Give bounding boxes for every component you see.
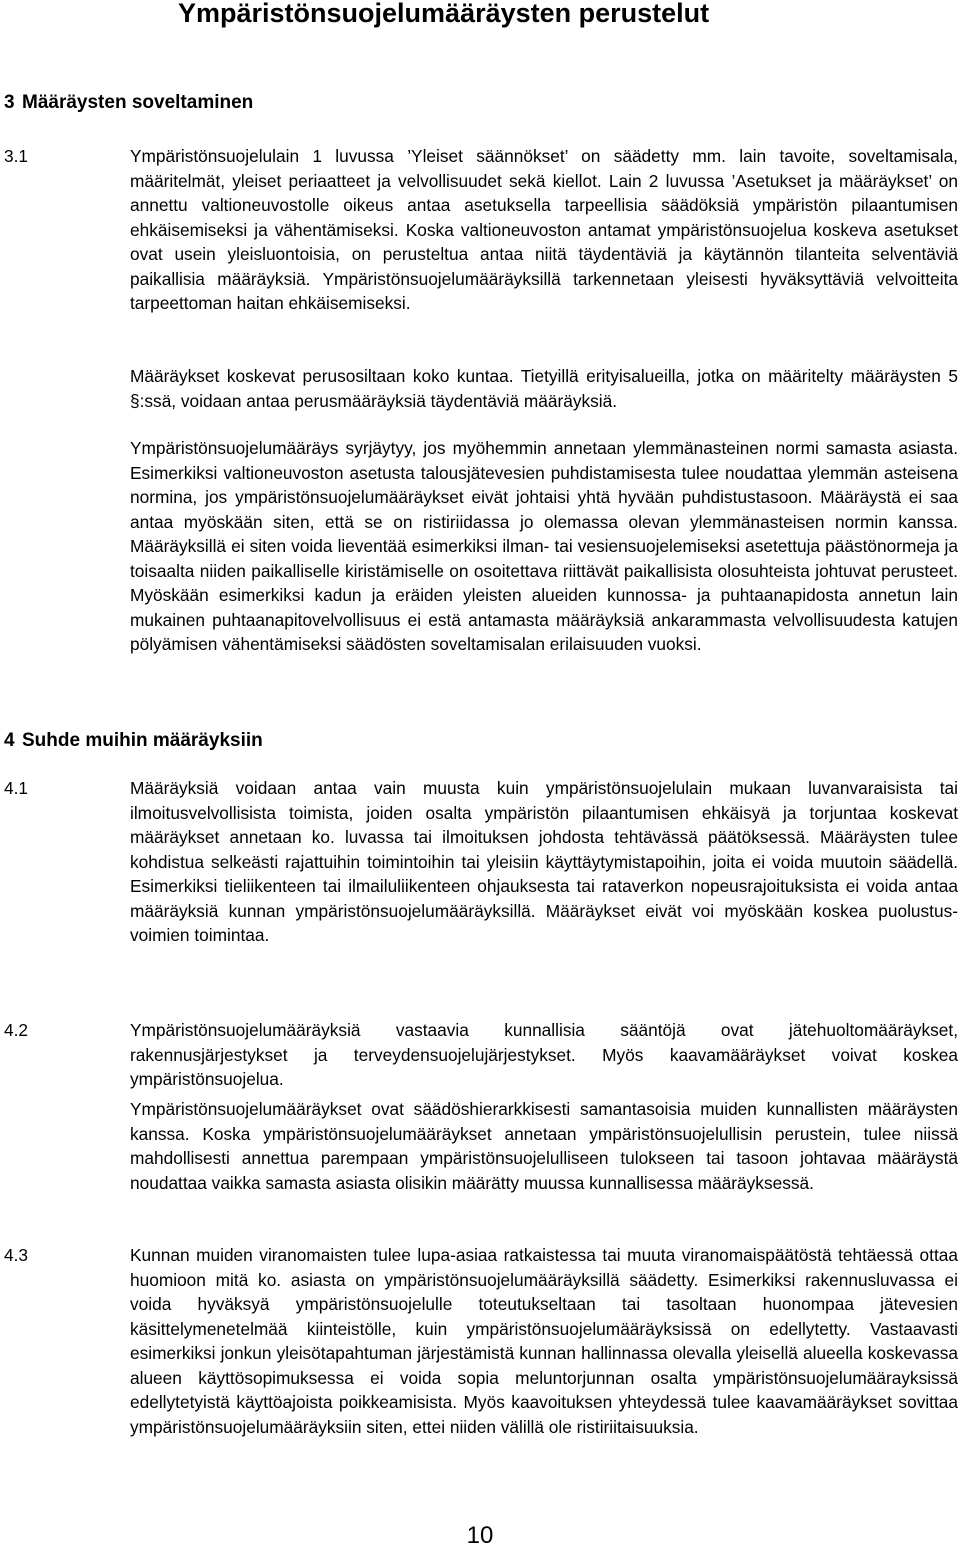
item-4-1-paragraph-1 xyxy=(130,776,958,948)
section-3-title: Määräysten soveltaminen xyxy=(22,92,254,113)
paragraph-text: Määräykset koskevat perusosiltaan koko kuntaa. Tietyillä erityisalueilla, jotka on määritelty määräysten 5 §:ssä, voidaan antaa perusmääräyksiä täydentäviä määräyksiä. xyxy=(130,366,958,411)
paragraph-text: Ympäristönsuojelumääräykset ovat säädöshierarkkisesti samantasoisia muiden kunnallisten määräysten kanssa. Koska ympäristönsuojelumääräykset annetaan ympäristönsuojelullisin perustein, tulee niissä mahdollisesti annettua parempaan ympäristönsuojelulliseen tulokseen tai tasoon johtavaa määräystä noudattaa vaikka samasta asiasta olisikin määrätty muussa kunnallisessa määräyksessä. xyxy=(130,1099,958,1193)
paragraph-text: Ympäristönsuojelulain 1 luvussa ’Yleiset säännökset’ on säädetty mm. lain tavoite, soveltamisala, määritelmät, yleiset periaatteet ja velvollisuudet sekä kiellot. Lain 2 luvussa ’Asetukset ja määräykset’ on annettu valtioneuvostolle oikeus antaa asetuksella tarpeellisia säädöksiä ympäristön pilaantumisen ehkäisemiseksi ja vähentämiseksi. Koska valtioneuvoston antamat ympäristönsuojelua koskeva asetukset ovat usein yleisluontoisia, on perusteltua antaa niitä täydentäviä ja käytännön tilanteita selventäviä paikallisia määräyksiä. Ympäristönsuojelumääräyksillä tarkennetaan yleisesti hyväksyttäviä velvoitteita tarpeettoman haitan ehkäisemiseksi. xyxy=(130,146,958,313)
paragraph-text: Määräyksiä voidaan antaa vain muusta kuin ympäristönsuojelulain mukaan luvanvaraisista tai ilmoitusvelvollisista toimista, joiden osalta ympäristön pilaantumisen ehkäisyä ja torjuntaa koskevat määräykset annetaan ko. luvassa tai ilmoituksen johdosta tehtävässä päätöksessä. Määräysten tulee kohdistua selkeästi rajattuihin toimintoihin tai yleisiin käyttäytymistapoihin, joita ei voida muutoin säädellä. Esimerkiksi tieliikenteen tai ilmailuliikenteen ohjauksesta tai rataverkon nopeusrajoituksista ei voida antaa määräyksiä kunnan ympäristönsuojelumääräyksillä. Määräykset eivät voi myöskään koskea puolustusvoimien toimintaa. xyxy=(130,778,958,945)
item-3-1-number: 3.1 xyxy=(4,146,29,166)
item-4-3-paragraph-1 xyxy=(130,1243,958,1439)
section-4-heading xyxy=(4,730,263,752)
section-3-number: 3 xyxy=(4,92,15,113)
item-4-3-number: 4.3 xyxy=(4,1245,29,1265)
section-3-heading xyxy=(4,92,253,114)
item-3-1-paragraph-3 xyxy=(130,436,958,657)
paragraph-text: Kunnan muiden viranomaisten tulee lupa-asiaa ratkaistessa tai muuta viranomaispäätöstä tehtäessä ottaa huomioon mitä ko. asiasta on ympäristönsuojelumääräyksillä säädetty. Esimerkiksi rakennusluvassa ei voida hyväksyä ympäristönsuojelulle toteutukseltaan tai tasoltaan huonompaa jätevesien käsittelymenetelmää kiinteistölle, kuin ympäristönsuojelumääräyksissä on edellytetty. Vastaavasti esimerkiksi jonkun yleisötapahtuman järjestämistä kunnan hallinnassa olevalla yleisellä alueella koskevassa alueen käyttösopimuksessa ei voida sopia meluntorjunnan osalta ympäristönsuojelumäärayksissä edellytetyistä käyttöajoista poikkeamisista. Myös kaavoituksen yhteydessä tulee kaavamääräykset sovittaa ympäristönsuojelumääräyksiin siten, ettei niiden välillä ole ristiriitaisuuksia. xyxy=(130,1245,958,1437)
item-4-2-paragraph-2 xyxy=(130,1097,958,1195)
page-title: Ympäristönsuojelumääräysten perustelut xyxy=(178,0,710,28)
item-3-1-paragraph-2 xyxy=(130,364,958,413)
section-4-number: 4 xyxy=(4,730,15,751)
item-4-2-number: 4.2 xyxy=(4,1020,29,1040)
item-4-1-number: 4.1 xyxy=(4,778,29,798)
paragraph-text: Ympäristönsuojelumääräys syrjäytyy, jos myöhemmin annetaan ylemmänasteinen normi samasta asiasta. Esimerkiksi valtioneuvoston asetusta talousjätevesien puhdistamisesta tulee noudattaa ylemmän asteisena normina, jos ympäristönsuojelumääräykset eivät johtaisi yhtä hyvään puhdistustasoon. Määräystä ei saa antaa myöskään siten, että se on ristiriidassa jo olemassa olevan ylemmänasteisen normin kanssa. Määräyksillä ei siten voida lieventää esimerkiksi ilman- tai vesiensuojelemiseksi asetettuja päästönormeja ja toisaalta niiden paikalliselle kiristämiselle on osoitettava riittävät paikallisista olosuhteista johtuvat perusteet. Myöskään esimerkiksi kadun ja eräiden yleisten alueiden kunnossa- ja puhtaanapidosta annetun lain mukainen puhtaanapitovelvollisuus ei estä antamasta määräyksiä ankarammasta velvollisuudesta katujen pölyämisen vähentämiseksi säädösten soveltamisalan erilaisuuden vuoksi. xyxy=(130,438,958,654)
page-number: 10 xyxy=(466,1522,494,1549)
paragraph-text: Ympäristönsuojelumääräyksiä vastaavia kunnallisia sääntöjä ovat jätehuoltomääräykset, rakennusjärjestykset ja terveydensuojelujärjestykset. Myös kaavamääräykset voivat koskea ympäristönsuojelua. xyxy=(130,1020,958,1089)
section-4-title: Suhde muihin määräyksiin xyxy=(22,730,263,751)
item-3-1-paragraph-1 xyxy=(130,144,958,316)
item-4-2-paragraph-1 xyxy=(130,1018,958,1092)
